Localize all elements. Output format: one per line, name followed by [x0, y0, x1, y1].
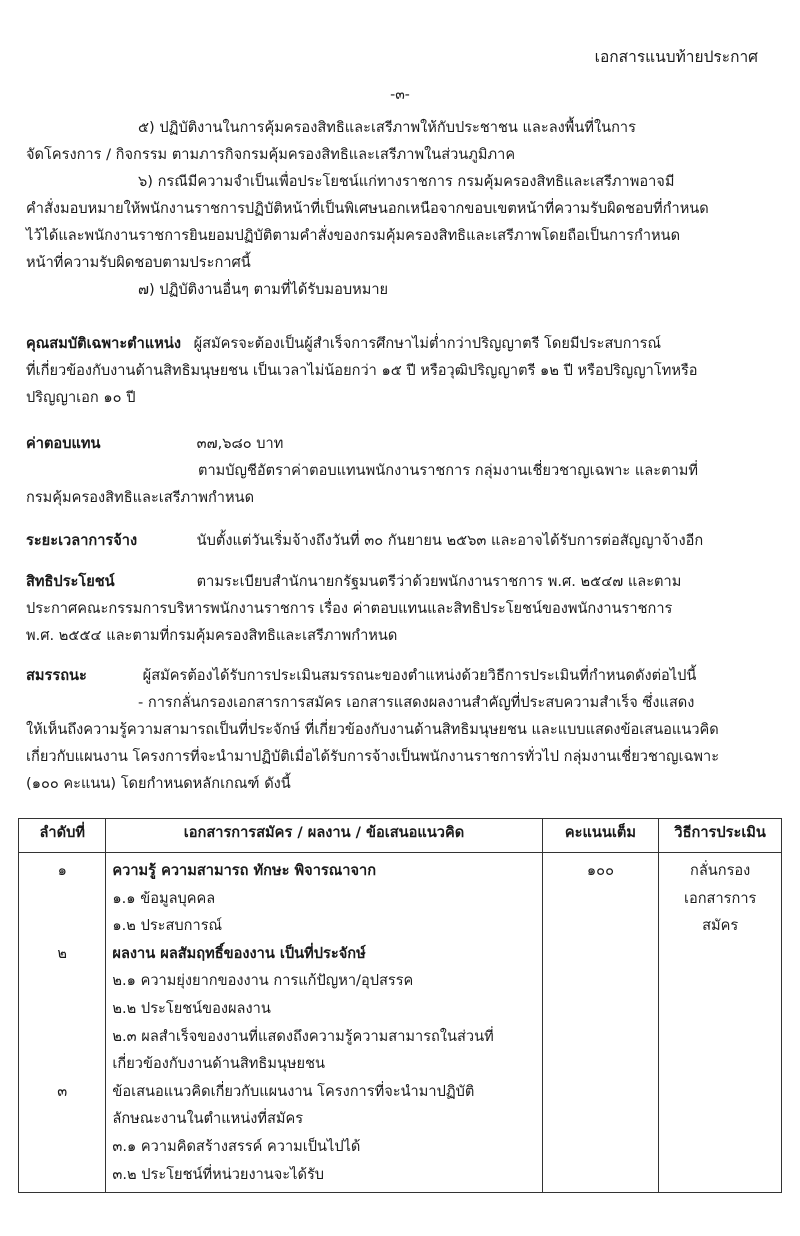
duty-item-6-line1: ๖) กรณีมีความจำเป็นเพื่อประโยชน์แก่ทางราชการ กรมคุ้มครองสิทธิและเสรีภาพอาจมี: [138, 173, 675, 190]
qualifications-line1: ผู้สมัครจะต้องเป็นผู้สำเร็จการศึกษาไม่ต่ำกว่าปริญญาตรี โดยมีประสบการณ์: [193, 335, 662, 352]
criteria-item-2-title: ผลงาน ผลสัมฤทธิ์ของงาน เป็นที่ประจักษ์: [112, 944, 366, 962]
qualifications-line3: ปริญญาเอก ๑๐ ปี: [26, 389, 136, 406]
criteria-item-2-2: ๒.๒ ประโยชน์ของผลงาน: [112, 999, 271, 1017]
competency-line4: เกี่ยวกับแผนงาน โครงการที่จะนำมาปฏิบัติเมื่อได้รับการจ้างเป็นพนักงานราชการทั่วไป กลุ่มงานเชี่ยวชาญเฉพาะ: [26, 748, 720, 765]
benefits-line3: พ.ศ. ๒๕๕๔ และตามที่กรมคุ้มครองสิทธิและเสรีภาพกำหนด: [26, 627, 398, 644]
criteria-column: [106, 853, 542, 1193]
criteria-item-3-2: ๓.๒ ประโยชน์ที่หน่วยงานจะได้รับ: [112, 1165, 325, 1183]
header-full-score: คะแนนเต็ม: [542, 819, 659, 853]
criteria-item-3-title-a: ข้อเสนอแนวคิดเกี่ยวกับแผนงาน โครงการที่จะนำมาปฏิบัติ: [112, 1082, 475, 1100]
full-score-value: ๑๐๐: [586, 862, 614, 879]
criteria-item-2-3a: ๒.๓ ผลสำเร็จของงานที่แสดงถึงความรู้ความสามารถในส่วนที่: [112, 1027, 494, 1045]
qualifications-section: [26, 330, 774, 411]
qualifications-line2: ที่เกี่ยวข้องกับงานด้านสิทธิมนุษยชน เป็นเวลาไม่น้อยกว่า ๑๕ ปี หรือวุฒิปริญญาตรี ๑๒ ปี หรือปริญญาโทหรือ: [26, 362, 698, 379]
method-line3: สมัคร: [702, 917, 739, 935]
benefits-line1: ตามระเบียบสำนักนายกรัฐมนตรีว่าด้วยพนักงานราชการ พ.ศ. ๒๕๔๗ และตาม: [196, 573, 682, 590]
header-order: ลำดับที่: [19, 819, 106, 853]
document-header-note: เอกสารแนบท้ายประกาศ: [594, 48, 758, 66]
header-method: วิธีการประเมิน: [659, 819, 782, 853]
competency-line2: - การกลั่นกรองเอกสารการสมัคร เอกสารแสดงผลงานสำคัญที่ประสบความสำเร็จ ซึ่งแสดง: [138, 694, 695, 711]
employment-period-section: [26, 527, 774, 554]
order-number-2: ๒: [57, 944, 68, 962]
criteria-item-1-1: ๑.๑ ข้อมูลบุคคล: [112, 889, 216, 907]
compensation-amount: ๓๗,๖๘๐ บาท: [196, 435, 284, 452]
compensation-line3: กรมคุ้มครองสิทธิและเสรีภาพกำหนด: [26, 489, 255, 506]
competency-line1: ผู้สมัครต้องได้รับการประเมินสมรรถนะของตำแหน่งด้วยวิธีการประเมินที่กำหนดดังต่อไปนี้: [142, 667, 697, 684]
criteria-item-1-title: ความรู้ ความสามารถ ทักษะ พิจารณาจาก: [112, 862, 377, 879]
criteria-item-2-3b: เกี่ยวข้องกับงานด้านสิทธิมนุษยชน: [112, 1055, 325, 1073]
compensation-label: ค่าตอบแทน: [26, 435, 101, 452]
criteria-item-3-1: ๓.๑ ความคิดสร้างสรรค์ ความเป็นไปได้: [112, 1137, 361, 1155]
employment-period-label: ระยะเวลาการจ้าง: [26, 532, 138, 549]
order-number-3: ๓: [57, 1082, 68, 1100]
competency-line5: (๑๐๐ คะแนน) โดยกำหนดหลักเกณฑ์ ดังนี้: [26, 775, 291, 792]
method-line2: เอกสารการ: [683, 889, 757, 907]
duty-item-6-line2: คำสั่งมอบหมายให้พนักงานราชการปฏิบัติหน้าที่เป็นพิเศษนอกเหนือจากขอบเขตหน้าที่ความรับผิดชอบที่กำหนด: [26, 200, 709, 217]
header-documents: เอกสารการสมัคร / ผลงาน / ข้อเสนอแนวคิด: [106, 819, 542, 853]
table-row: [19, 853, 782, 1193]
full-score-cell: [542, 853, 659, 1193]
benefits-line2: ประกาศคณะกรรมการบริหารพนักงานราชการ เรื่อง ค่าตอบแทนและสิทธิประโยชน์ของพนักงานราชการ: [26, 600, 673, 617]
criteria-item-3-title-b: ลักษณะงานในตำแหน่งที่สมัคร: [112, 1110, 304, 1128]
qualifications-label: คุณสมบัติเฉพาะตำแหน่ง: [26, 335, 181, 352]
duty-item-6-line3: ไว้ได้และพนักงานราชการยินยอมปฏิบัติตามคำสั่งของกรมคุ้มครองสิทธิและเสรีภาพโดยถือเป็นการกำหนด: [26, 227, 681, 244]
duty-item-5-line2: จัดโครงการ / กิจกรรม ตามภารกิจกรมคุ้มครองสิทธิและเสรีภาพในส่วนภูมิภาค: [26, 146, 516, 163]
method-cell: [659, 853, 782, 1193]
benefits-section: [26, 568, 774, 649]
duty-item-5-line1: ๕) ปฏิบัติงานในการคุ้มครองสิทธิและเสรีภาพให้กับประชาชน และลงพื้นที่ในการ: [138, 119, 636, 136]
duty-item-6-line4: หน้าที่ความรับผิดชอบตามประกาศนี้: [26, 254, 251, 271]
page-number: -๓-: [390, 87, 410, 103]
duty-item-7: ๗) ปฏิบัติงานอื่นๆ ตามที่ได้รับมอบหมาย: [138, 281, 389, 298]
competency-line3: ให้เห็นถึงความรู้ความสามารถเป็นที่ประจักษ์ ที่เกี่ยวข้องกับงานด้านสิทธิมนุษยชน และแบบแสดงข้อเสนอแนวคิด: [26, 721, 719, 738]
table-header-row: [19, 819, 782, 853]
evaluation-criteria-table: [18, 818, 782, 1193]
order-column: [19, 853, 106, 1193]
method-line1: กลั่นกรอง: [689, 862, 751, 879]
benefits-label: สิทธิประโยชน์: [26, 573, 115, 590]
compensation-section: [26, 430, 774, 511]
employment-period-text: นับตั้งแต่วันเริ่มจ้างถึงวันที่ ๓๐ กันยายน ๒๕๖๓ และอาจได้รับการต่อสัญญาจ้างอีก: [196, 532, 704, 549]
competency-section: [26, 662, 774, 797]
competency-label: สมรรถนะ: [26, 667, 87, 684]
criteria-item-2-1: ๒.๑ ความยุ่งยากของงาน การแก้ปัญหา/อุปสรรค: [112, 972, 414, 990]
order-number-1: ๑: [57, 862, 67, 879]
criteria-item-1-2: ๑.๒ ประสบการณ์: [112, 917, 223, 935]
duties-section: [26, 114, 774, 303]
compensation-line2: ตามบัญชีอัตราค่าตอบแทนพนักงานราชการ กลุ่มงานเชี่ยวชาญเฉพาะ และตามที่: [198, 462, 698, 479]
